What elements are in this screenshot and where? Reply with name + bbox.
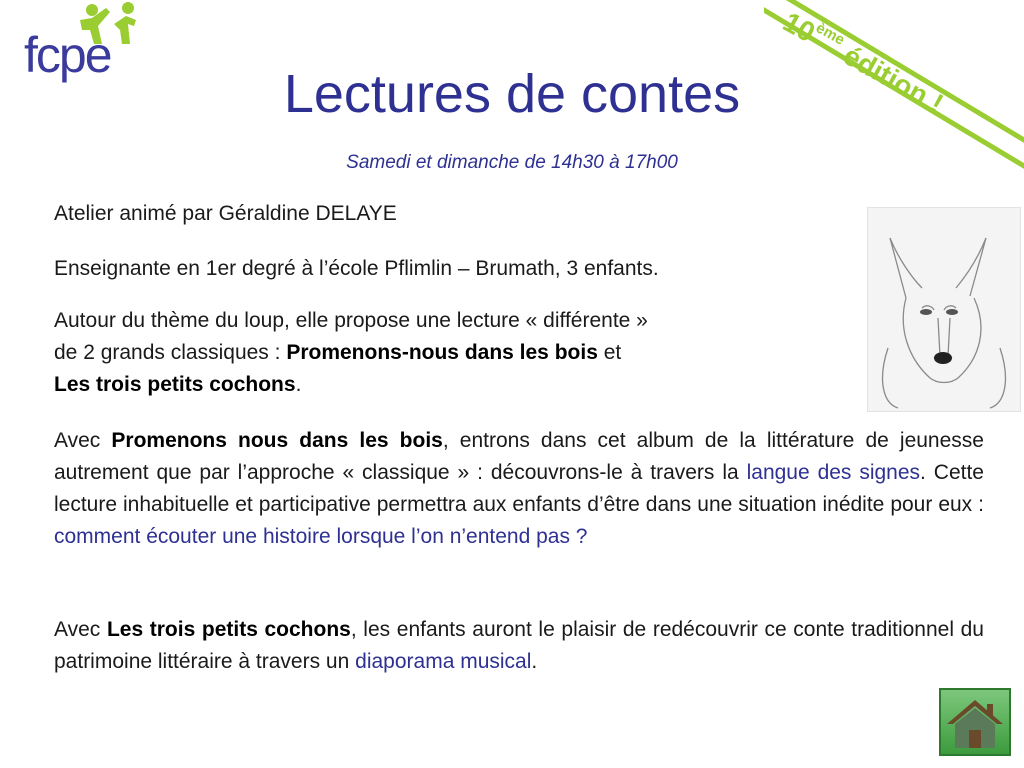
subtitle: Samedi et dimanche de 14h30 à 17h00 — [346, 152, 678, 173]
logo-text: fcpe — [24, 27, 111, 83]
home-icon — [941, 690, 1009, 754]
wolf-drawing — [867, 207, 1021, 412]
page-title: Lectures de contes — [283, 64, 741, 124]
home-button[interactable] — [939, 688, 1011, 756]
paragraph-presenter: Atelier animé par Géraldine DELAYE — [54, 202, 397, 225]
promenons-text: , entrons dans cet album de la littérature de jeunesse autrement que par l’approche « classique » : découvrons-le à travers la — [54, 429, 984, 484]
edition-suffix: ème — [812, 19, 848, 49]
cochons-text: , les enfants auront le plaisir de redécouvrir ce conte traditionnel du patrimoine littéraire à travers un — [54, 618, 984, 673]
promenons-title: Promenons nous dans les bois — [111, 429, 443, 452]
edition-number: 10 — [777, 6, 821, 49]
cochons-end: . — [531, 650, 538, 673]
question-text: comment écouter une histoire lorsque l’on n’entend pas ? — [54, 525, 588, 548]
cochons-title: Les trois petits cochons — [106, 618, 351, 641]
paragraph-cochons — [54, 614, 984, 678]
paragraph-teacher: Enseignante en 1er degré à l’école Pflimlin – Brumath, 3 enfants. — [54, 257, 659, 280]
theme-line3-end: . — [295, 373, 302, 396]
title-promenons: Promenons-nous dans les bois — [286, 341, 598, 364]
wolf-icon — [868, 208, 1020, 411]
edition-rest: édition ! — [831, 35, 949, 120]
paragraph-promenons — [54, 425, 984, 553]
promenons-intro: Avec — [54, 429, 112, 452]
slideshow-text: diaporama musical — [355, 650, 532, 673]
promenons-text-2: . Cette lecture inhabituelle et participative permettra aux enfants d’être dans une situation inédite pour eux : — [54, 461, 984, 516]
cochons-intro: Avec — [54, 618, 107, 641]
theme-line1: Autour du thème du loup, elle propose une lecture « différente » — [54, 309, 648, 332]
paragraph-theme — [54, 305, 874, 401]
title-cochons: Les trois petits cochons — [54, 373, 296, 396]
theme-line2-b: et — [597, 341, 622, 364]
theme-line2-a: de 2 grands classiques : — [54, 341, 287, 364]
sign-language-text: langue des signes — [746, 461, 921, 484]
